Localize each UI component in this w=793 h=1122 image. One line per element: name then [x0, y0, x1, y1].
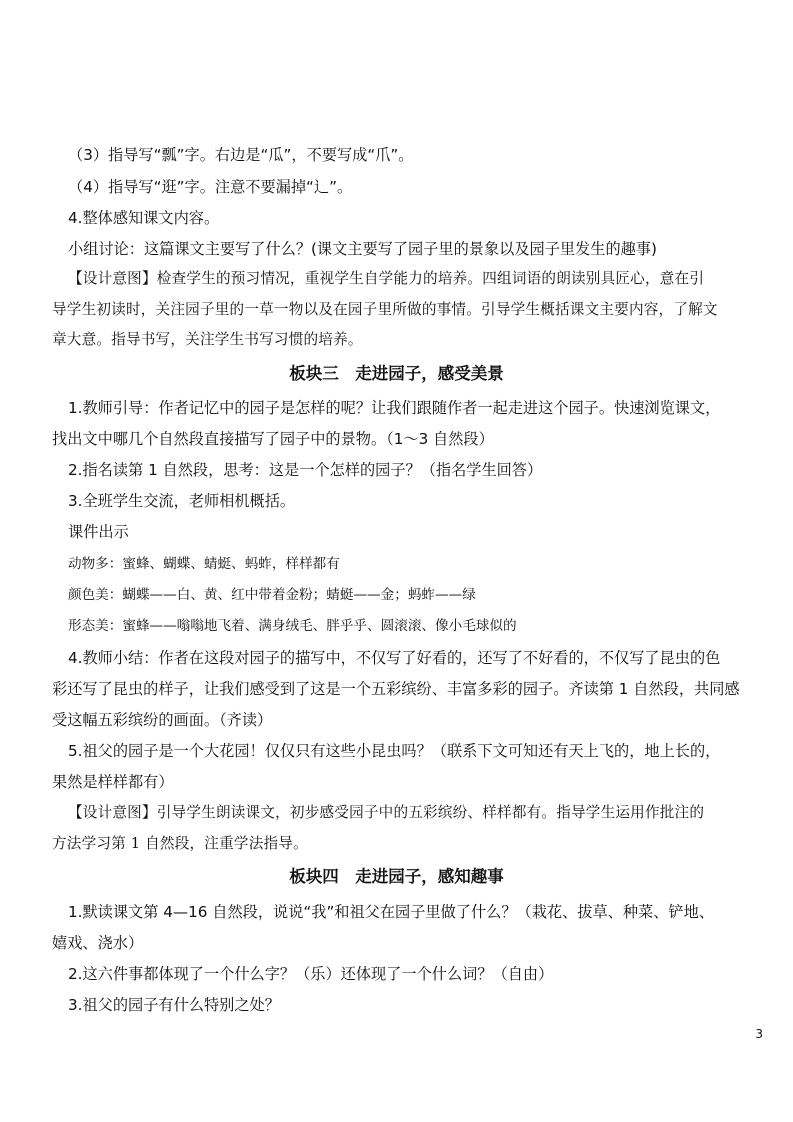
s5-line1: 5.祖父的园子是一个大花园！仅仅只有这些小昆虫吗？（联系下文可知还有天上飞的，地上长的， [68, 742, 721, 760]
design-intent-2-line1: 【设计意图】引导学生朗读课文，初步感受园子中的五彩缤纷、样样都有。指导学生运用作批注的 [68, 804, 705, 821]
courseware-line-animals: 动物多：蜜蜂、蝴蝶、蜻蜓、蚂蚱，样样都有 [68, 556, 340, 572]
design-intent-1-line1: 【设计意图】检查学生的预习情况，重视学生自学能力的培养。四组词语的朗读别具匠心，意在引 [68, 270, 705, 287]
design-intent-1-line2: 导学生初读时，关注园子里的一草一物以及在园子里所做的事情。引导学生概括课文主要内容，了解文 [52, 301, 718, 318]
s3: 3.全班学生交流，老师相机概括。 [68, 492, 296, 510]
design-intent-1-line3: 章大意。指导书写，关注学生书写习惯的培养。 [52, 331, 363, 348]
courseware-line-colors: 颜色美：蝴蝶——白、黄、红中带着金粉；蜻蜓——金；蚂蚱——绿 [68, 587, 476, 603]
s5-line2: 果然是样样都有） [52, 773, 174, 791]
t3: 3.祖父的园子有什么特别之处？ [68, 996, 280, 1014]
courseware-line-forms: 形态美：蜜蜂——嗡嗡地飞着、满身绒毛、胖乎乎、圆滚滚、像小毛球似的 [68, 618, 517, 634]
s1-line1: 1.教师引导：作者记忆中的园子是怎样的呢？让我们跟随作者一起走进这个园子。快速浏览课文， [68, 399, 721, 417]
design-intent-tag: 【设计意图】 [68, 804, 157, 821]
s4-line2: 彩还写了昆虫的样子，让我们感受到了这是一个五彩缤纷、丰富多彩的园子。齐读第 1 自然段，共同感 [52, 680, 740, 698]
design-intent-2-line2: 方法学习第 1 自然段，注重学法指导。 [52, 835, 308, 852]
step-write-guang: （4）指导写“逛”字。注意不要漏掉“辶”。 [68, 178, 353, 196]
step-overview: 4.整体感知课文内容。 [68, 209, 220, 227]
t2: 2.这六件事都体现了一个什么字？（乐）还体现了一个什么词？（自由） [68, 965, 554, 983]
s2: 2.指名读第 1 自然段，思考：这是一个怎样的园子？（指名学生回答） [68, 461, 543, 479]
section-heading-4: 板块四 走进园子，感知趣事 [289, 867, 504, 886]
t1-line1: 1.默读课文第 4—16 自然段，说说“我”和祖父在园子里做了什么？（栽花、拔草、种菜、铲地、 [68, 903, 714, 921]
group-discussion: 小组讨论：这篇课文主要写了什么？(课文主要写了园子里的景象以及园子里发生的趣事) [68, 240, 657, 258]
s4-line1: 4.教师小结：作者在这段对园子的描写中，不仅写了好看的，还写了不好看的，不仅写了昆虫的色 [68, 649, 721, 667]
design-intent-tag: 【设计意图】 [68, 270, 157, 287]
step-write-piao: （3）指导写“瓢”字。右边是“瓜”，不要写成“爪”。 [68, 146, 414, 164]
page-number: 3 [755, 1027, 763, 1041]
section-heading-3: 板块三 走进园子，感受美景 [289, 364, 504, 383]
courseware-label: 课件出示 [68, 523, 129, 541]
t1-line2: 嬉戏、浇水） [52, 934, 144, 952]
s4-line3: 受这幅五彩缤纷的画面。（齐读） [52, 711, 273, 729]
s1-line2: 找出文中哪几个自然段直接描写了园子中的景物。（1～3 自然段） [52, 430, 494, 448]
